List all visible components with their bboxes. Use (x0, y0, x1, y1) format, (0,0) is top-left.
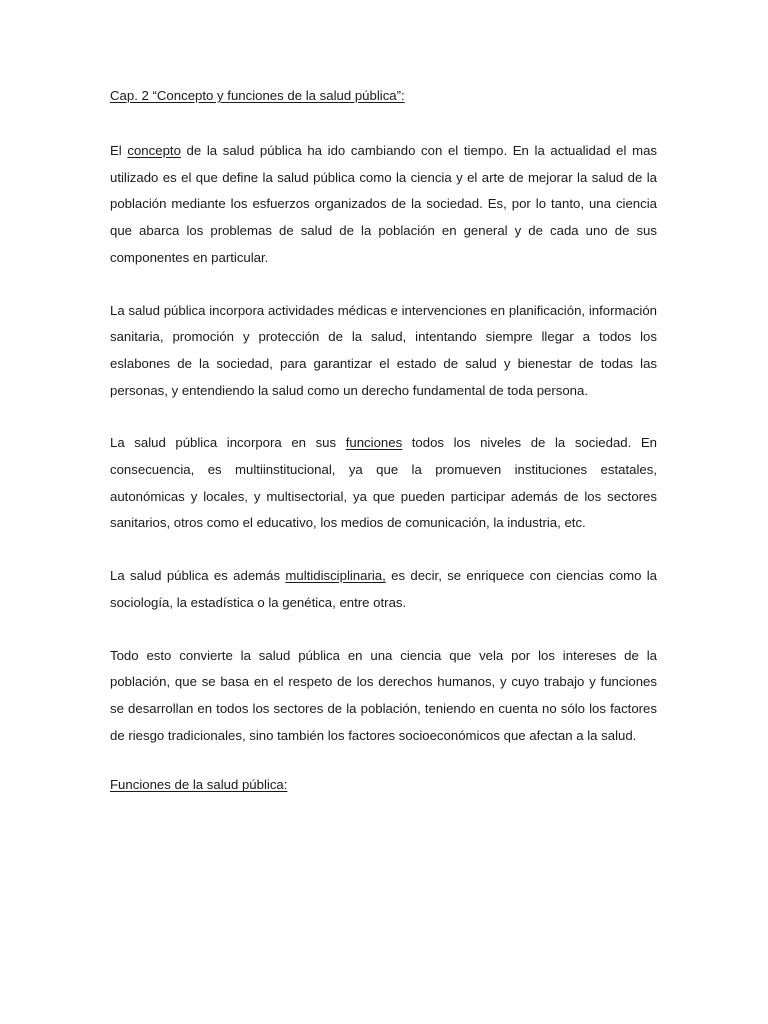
paragraph-text: La salud pública incorpora en sus (110, 435, 346, 451)
paragraph-conclusion (110, 643, 657, 750)
paragraph-text: todos los niveles de la sociedad. En consecuencia, es multiinstitucional, ya que la promueven instituciones estatales, autonómicas y locales, y multisectorial, ya que pueden participar además de los sectores sanitarios, otros como el educativo, los medios de comunicación, la industria, etc. (110, 435, 657, 531)
paragraph-actividades (110, 298, 657, 405)
paragraph-text: Todo esto convierte la salud pública en una ciencia que vela por los intereses de la población, que se basa en el respeto de los derechos humanos, y cuyo trabajo y funciones se desarrollan en todos los sectores de la población, teniendo en cuenta no sólo los factores de riesgo tradicionales, sino también los factores socioeconómicos que afectan a la salud. (110, 647, 657, 743)
document-page (110, 86, 657, 794)
section-subheading: Funciones de la salud pública: (110, 777, 288, 793)
underlined-term: funciones (345, 435, 403, 451)
paragraph-funciones (110, 430, 657, 537)
chapter-title: Cap. 2 “Concepto y funciones de la salud pública”: (110, 88, 405, 103)
underlined-term: multidisciplinaria, (285, 568, 386, 584)
paragraph-text: La salud pública incorpora actividades médicas e intervenciones en planificación, información sanitaria, promoción y protección de la salud, intentando siempre llegar a todos los eslabones de la sociedad, para garantizar el estado de salud y bienestar de todas las personas, y entendiendo la salud como un derecho fundamental de toda persona. (110, 302, 657, 398)
paragraph-text: El (110, 143, 128, 158)
paragraph-concepto (110, 138, 657, 272)
paragraph-text: es decir, se enriquece con ciencias como la sociología, la estadística o la genética, entre otras. (110, 568, 658, 610)
paragraph-text: de la salud pública ha ido cambiando con el tiempo. En la actualidad el mas utilizado es el que define la salud pública como la ciencia y el arte de mejorar la salud de la población mediante los esfuerzos organizados de la sociedad. Es, por lo tanto, una ciencia que abarca los problemas de salud de la población en general y de cada uno de sus componentes en particular. (110, 143, 657, 265)
paragraph-multidisciplinaria (110, 563, 657, 616)
paragraph-text: La salud pública es además (110, 568, 286, 584)
underlined-term: concepto (127, 143, 181, 158)
